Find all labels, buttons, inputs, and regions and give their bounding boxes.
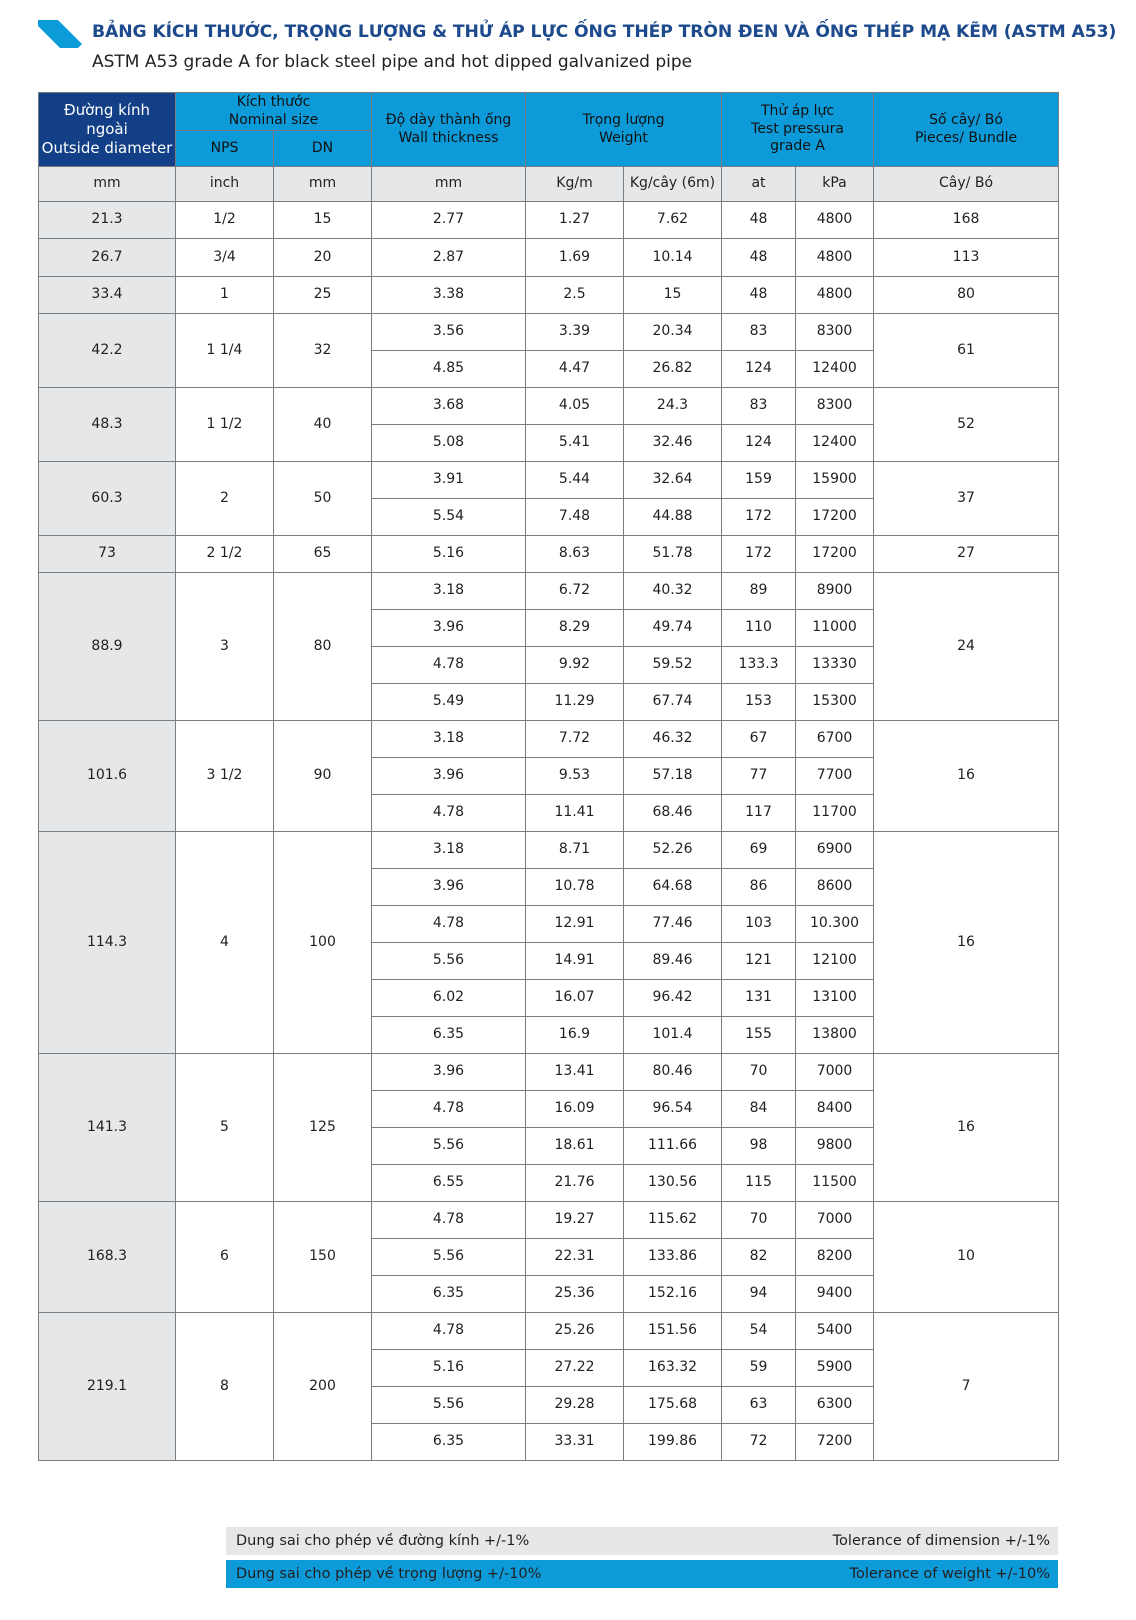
pieces-bundle-cell: 16 <box>874 832 1059 1054</box>
outside-diameter-cell: 88.9 <box>39 573 176 721</box>
weight-kgm-cell: 7.72 <box>526 721 624 758</box>
unit-cell: mm <box>372 167 526 202</box>
dn-cell: 50 <box>274 462 372 536</box>
pressure-at-cell: 159 <box>722 462 796 499</box>
weight-kgm-cell: 13.41 <box>526 1054 624 1091</box>
weight-kgpc-cell: 151.56 <box>624 1313 722 1350</box>
weight-kgm-cell: 10.78 <box>526 869 624 906</box>
dn-cell: 80 <box>274 573 372 721</box>
wall-thickness-cell: 3.18 <box>372 832 526 869</box>
pieces-bundle-cell: 113 <box>874 239 1059 277</box>
weight-kgm-cell: 5.44 <box>526 462 624 499</box>
pieces-bundle-cell: 37 <box>874 462 1059 536</box>
nps-cell: 1 1/4 <box>176 314 274 388</box>
header-wall-thickness: Độ dày thành ống Wall thickness <box>372 93 526 167</box>
nps-cell: 6 <box>176 1202 274 1313</box>
pressure-kpa-cell: 6900 <box>796 832 874 869</box>
pressure-kpa-cell: 11500 <box>796 1165 874 1202</box>
tolerance-dimension-bar <box>226 1527 1058 1555</box>
weight-kgm-cell: 6.72 <box>526 573 624 610</box>
unit-cell: mm <box>39 167 176 202</box>
pressure-kpa-cell: 5900 <box>796 1350 874 1387</box>
nps-cell: 3/4 <box>176 239 274 277</box>
weight-kgm-cell: 29.28 <box>526 1387 624 1424</box>
pressure-at-cell: 54 <box>722 1313 796 1350</box>
weight-kgm-cell: 5.41 <box>526 425 624 462</box>
pressure-kpa-cell: 8300 <box>796 388 874 425</box>
wall-thickness-cell: 3.96 <box>372 869 526 906</box>
pressure-at-cell: 48 <box>722 239 796 277</box>
outside-diameter-cell: 101.6 <box>39 721 176 832</box>
weight-kgpc-cell: 44.88 <box>624 499 722 536</box>
weight-kgm-cell: 22.31 <box>526 1239 624 1276</box>
pressure-at-cell: 83 <box>722 314 796 351</box>
pressure-kpa-cell: 4800 <box>796 202 874 239</box>
table-row <box>39 1054 1059 1091</box>
pressure-kpa-cell: 8900 <box>796 573 874 610</box>
outside-diameter-cell: 21.3 <box>39 202 176 239</box>
weight-kgm-cell: 3.39 <box>526 314 624 351</box>
unit-cell: Cây/ Bó <box>874 167 1059 202</box>
pieces-bundle-cell: 10 <box>874 1202 1059 1313</box>
wall-thickness-cell: 3.38 <box>372 277 526 314</box>
pressure-kpa-cell: 5400 <box>796 1313 874 1350</box>
pressure-kpa-cell: 12400 <box>796 425 874 462</box>
wall-thickness-cell: 5.56 <box>372 1239 526 1276</box>
pressure-kpa-cell: 8300 <box>796 314 874 351</box>
pieces-bundle-cell: 52 <box>874 388 1059 462</box>
weight-kgm-cell: 11.29 <box>526 684 624 721</box>
wall-thickness-cell: 3.96 <box>372 758 526 795</box>
wall-thickness-cell: 3.56 <box>372 314 526 351</box>
dn-cell: 25 <box>274 277 372 314</box>
weight-kgm-cell: 27.22 <box>526 1350 624 1387</box>
header-outside-diameter: Đường kính ngoài Outside diameter <box>39 93 176 167</box>
pressure-kpa-cell: 9400 <box>796 1276 874 1313</box>
weight-kgpc-cell: 175.68 <box>624 1387 722 1424</box>
weight-kgpc-cell: 96.54 <box>624 1091 722 1128</box>
pressure-at-cell: 155 <box>722 1017 796 1054</box>
pressure-kpa-cell: 11700 <box>796 795 874 832</box>
nps-cell: 2 <box>176 462 274 536</box>
pressure-at-cell: 72 <box>722 1424 796 1461</box>
pressure-kpa-cell: 11000 <box>796 610 874 647</box>
outside-diameter-cell: 60.3 <box>39 462 176 536</box>
table-row <box>39 239 1059 277</box>
unit-cell: inch <box>176 167 274 202</box>
pressure-kpa-cell: 12100 <box>796 943 874 980</box>
nps-cell: 1 <box>176 277 274 314</box>
pressure-at-cell: 48 <box>722 202 796 239</box>
nps-cell: 1/2 <box>176 202 274 239</box>
weight-kgm-cell: 8.71 <box>526 832 624 869</box>
wall-thickness-cell: 3.96 <box>372 1054 526 1091</box>
outside-diameter-cell: 48.3 <box>39 388 176 462</box>
nps-cell: 8 <box>176 1313 274 1461</box>
pressure-at-cell: 70 <box>722 1202 796 1239</box>
pieces-bundle-cell: 168 <box>874 202 1059 239</box>
units-row <box>39 167 1059 202</box>
table-row <box>39 462 1059 499</box>
weight-kgpc-cell: 51.78 <box>624 536 722 573</box>
unit-cell: at <box>722 167 796 202</box>
pressure-at-cell: 63 <box>722 1387 796 1424</box>
weight-kgm-cell: 16.09 <box>526 1091 624 1128</box>
pieces-bundle-cell: 61 <box>874 314 1059 388</box>
page-subtitle: ASTM A53 grade A for black steel pipe and hot dipped galvanized pipe <box>92 52 693 72</box>
dn-cell: 15 <box>274 202 372 239</box>
pressure-at-cell: 77 <box>722 758 796 795</box>
table-row <box>39 536 1059 573</box>
weight-kgpc-cell: 96.42 <box>624 980 722 1017</box>
table-row <box>39 1313 1059 1350</box>
pressure-at-cell: 69 <box>722 832 796 869</box>
wall-thickness-cell: 5.08 <box>372 425 526 462</box>
weight-kgpc-cell: 46.32 <box>624 721 722 758</box>
nps-cell: 3 1/2 <box>176 721 274 832</box>
weight-kgm-cell: 25.36 <box>526 1276 624 1313</box>
weight-kgm-cell: 9.92 <box>526 647 624 684</box>
tolerance-weight-en: Tolerance of weight +/-10% <box>849 1566 1050 1582</box>
table-row <box>39 1202 1059 1239</box>
pressure-kpa-cell: 7000 <box>796 1054 874 1091</box>
pressure-at-cell: 110 <box>722 610 796 647</box>
pressure-kpa-cell: 6700 <box>796 721 874 758</box>
page-title: BẢNG KÍCH THƯỚC, TRỌNG LƯỢNG & THỬ ÁP LỰC ỐNG THÉP TRÒN ĐEN VÀ ỐNG THÉP MẠ KẼM (ASTM A53) <box>92 22 1117 42</box>
weight-kgpc-cell: 77.46 <box>624 906 722 943</box>
unit-cell: mm <box>274 167 372 202</box>
pressure-kpa-cell: 13330 <box>796 647 874 684</box>
pressure-at-cell: 172 <box>722 536 796 573</box>
pressure-at-cell: 94 <box>722 1276 796 1313</box>
weight-kgpc-cell: 111.66 <box>624 1128 722 1165</box>
pressure-kpa-cell: 7000 <box>796 1202 874 1239</box>
unit-cell: Kg/m <box>526 167 624 202</box>
weight-kgpc-cell: 130.56 <box>624 1165 722 1202</box>
pressure-at-cell: 70 <box>722 1054 796 1091</box>
nps-cell: 3 <box>176 573 274 721</box>
weight-kgpc-cell: 68.46 <box>624 795 722 832</box>
pieces-bundle-cell: 27 <box>874 536 1059 573</box>
pressure-at-cell: 153 <box>722 684 796 721</box>
pressure-at-cell: 121 <box>722 943 796 980</box>
weight-kgpc-cell: 24.3 <box>624 388 722 425</box>
dn-cell: 32 <box>274 314 372 388</box>
pieces-bundle-cell: 16 <box>874 721 1059 832</box>
tolerance-weight-vn: Dung sai cho phép về trọng lượng +/-10% <box>236 1566 542 1582</box>
wall-thickness-cell: 3.91 <box>372 462 526 499</box>
wall-thickness-cell: 3.18 <box>372 573 526 610</box>
weight-kgpc-cell: 7.62 <box>624 202 722 239</box>
pieces-bundle-cell: 16 <box>874 1054 1059 1202</box>
dn-cell: 150 <box>274 1202 372 1313</box>
weight-kgm-cell: 21.76 <box>526 1165 624 1202</box>
dn-cell: 65 <box>274 536 372 573</box>
dn-cell: 100 <box>274 832 372 1054</box>
pressure-at-cell: 48 <box>722 277 796 314</box>
blue-chevron-icon <box>38 20 82 48</box>
outside-diameter-cell: 42.2 <box>39 314 176 388</box>
wall-thickness-cell: 5.54 <box>372 499 526 536</box>
pieces-bundle-cell: 7 <box>874 1313 1059 1461</box>
pressure-at-cell: 82 <box>722 1239 796 1276</box>
table-row <box>39 277 1059 314</box>
weight-kgpc-cell: 115.62 <box>624 1202 722 1239</box>
dn-cell: 125 <box>274 1054 372 1202</box>
weight-kgpc-cell: 199.86 <box>624 1424 722 1461</box>
wall-thickness-cell: 6.35 <box>372 1424 526 1461</box>
pressure-kpa-cell: 17200 <box>796 499 874 536</box>
wall-thickness-cell: 4.78 <box>372 906 526 943</box>
pressure-kpa-cell: 10.300 <box>796 906 874 943</box>
pressure-at-cell: 59 <box>722 1350 796 1387</box>
weight-kgpc-cell: 10.14 <box>624 239 722 277</box>
weight-kgpc-cell: 89.46 <box>624 943 722 980</box>
table-row <box>39 832 1059 869</box>
nps-cell: 5 <box>176 1054 274 1202</box>
wall-thickness-cell: 4.85 <box>372 351 526 388</box>
pressure-kpa-cell: 8400 <box>796 1091 874 1128</box>
wall-thickness-cell: 5.56 <box>372 1387 526 1424</box>
pressure-kpa-cell: 8600 <box>796 869 874 906</box>
outside-diameter-cell: 33.4 <box>39 277 176 314</box>
pipe-spec-table <box>38 92 1059 1461</box>
weight-kgm-cell: 7.48 <box>526 499 624 536</box>
wall-thickness-cell: 5.49 <box>372 684 526 721</box>
table-row <box>39 573 1059 610</box>
weight-kgpc-cell: 26.82 <box>624 351 722 388</box>
pressure-kpa-cell: 7200 <box>796 1424 874 1461</box>
pressure-at-cell: 172 <box>722 499 796 536</box>
header-test-pressure: Thử áp lực Test pressura grade A <box>722 93 874 167</box>
header-weight: Trọng lượng Weight <box>526 93 722 167</box>
header-nps: NPS <box>176 131 274 167</box>
weight-kgpc-cell: 40.32 <box>624 573 722 610</box>
outside-diameter-cell: 114.3 <box>39 832 176 1054</box>
wall-thickness-cell: 3.68 <box>372 388 526 425</box>
weight-kgpc-cell: 59.52 <box>624 647 722 684</box>
wall-thickness-cell: 5.16 <box>372 536 526 573</box>
wall-thickness-cell: 4.78 <box>372 795 526 832</box>
weight-kgm-cell: 8.29 <box>526 610 624 647</box>
pressure-at-cell: 124 <box>722 425 796 462</box>
weight-kgm-cell: 8.63 <box>526 536 624 573</box>
table-row <box>39 721 1059 758</box>
wall-thickness-cell: 2.87 <box>372 239 526 277</box>
weight-kgpc-cell: 32.64 <box>624 462 722 499</box>
weight-kgm-cell: 14.91 <box>526 943 624 980</box>
tolerance-weight-bar <box>226 1560 1058 1588</box>
pressure-kpa-cell: 12400 <box>796 351 874 388</box>
weight-kgm-cell: 19.27 <box>526 1202 624 1239</box>
weight-kgm-cell: 2.5 <box>526 277 624 314</box>
pressure-at-cell: 117 <box>722 795 796 832</box>
pressure-at-cell: 89 <box>722 573 796 610</box>
outside-diameter-cell: 219.1 <box>39 1313 176 1461</box>
weight-kgm-cell: 18.61 <box>526 1128 624 1165</box>
weight-kgm-cell: 16.07 <box>526 980 624 1017</box>
unit-cell: Kg/cây (6m) <box>624 167 722 202</box>
wall-thickness-cell: 4.78 <box>372 647 526 684</box>
weight-kgm-cell: 33.31 <box>526 1424 624 1461</box>
tolerance-dimension-vn: Dung sai cho phép về đường kính +/-1% <box>236 1533 530 1549</box>
pressure-kpa-cell: 6300 <box>796 1387 874 1424</box>
weight-kgpc-cell: 20.34 <box>624 314 722 351</box>
header-nominal-size: Kích thước Nominal size <box>176 93 372 131</box>
pressure-at-cell: 131 <box>722 980 796 1017</box>
weight-kgpc-cell: 67.74 <box>624 684 722 721</box>
wall-thickness-cell: 2.77 <box>372 202 526 239</box>
weight-kgm-cell: 4.05 <box>526 388 624 425</box>
nps-cell: 2 1/2 <box>176 536 274 573</box>
weight-kgpc-cell: 64.68 <box>624 869 722 906</box>
pressure-kpa-cell: 15300 <box>796 684 874 721</box>
weight-kgpc-cell: 57.18 <box>624 758 722 795</box>
pressure-at-cell: 84 <box>722 1091 796 1128</box>
pieces-bundle-cell: 80 <box>874 277 1059 314</box>
pressure-at-cell: 133.3 <box>722 647 796 684</box>
pressure-kpa-cell: 17200 <box>796 536 874 573</box>
pressure-kpa-cell: 8200 <box>796 1239 874 1276</box>
pressure-kpa-cell: 15900 <box>796 462 874 499</box>
table-row <box>39 202 1059 239</box>
weight-kgpc-cell: 101.4 <box>624 1017 722 1054</box>
weight-kgpc-cell: 15 <box>624 277 722 314</box>
wall-thickness-cell: 3.96 <box>372 610 526 647</box>
wall-thickness-cell: 5.56 <box>372 1128 526 1165</box>
weight-kgpc-cell: 152.16 <box>624 1276 722 1313</box>
pressure-kpa-cell: 13800 <box>796 1017 874 1054</box>
header-dn: DN <box>274 131 372 167</box>
dn-cell: 20 <box>274 239 372 277</box>
outside-diameter-cell: 26.7 <box>39 239 176 277</box>
wall-thickness-cell: 5.16 <box>372 1350 526 1387</box>
table-row <box>39 314 1059 351</box>
weight-kgm-cell: 1.69 <box>526 239 624 277</box>
header-pieces-bundle: Số cây/ Bó Pieces/ Bundle <box>874 93 1059 167</box>
wall-thickness-cell: 6.02 <box>372 980 526 1017</box>
weight-kgpc-cell: 52.26 <box>624 832 722 869</box>
dn-cell: 40 <box>274 388 372 462</box>
weight-kgpc-cell: 32.46 <box>624 425 722 462</box>
pressure-at-cell: 124 <box>722 351 796 388</box>
pressure-kpa-cell: 4800 <box>796 277 874 314</box>
wall-thickness-cell: 4.78 <box>372 1313 526 1350</box>
pressure-at-cell: 86 <box>722 869 796 906</box>
weight-kgpc-cell: 133.86 <box>624 1239 722 1276</box>
pressure-at-cell: 98 <box>722 1128 796 1165</box>
wall-thickness-cell: 4.78 <box>372 1091 526 1128</box>
dn-cell: 200 <box>274 1313 372 1461</box>
weight-kgpc-cell: 80.46 <box>624 1054 722 1091</box>
outside-diameter-cell: 73 <box>39 536 176 573</box>
weight-kgm-cell: 12.91 <box>526 906 624 943</box>
weight-kgpc-cell: 163.32 <box>624 1350 722 1387</box>
pressure-kpa-cell: 7700 <box>796 758 874 795</box>
wall-thickness-cell: 6.55 <box>372 1165 526 1202</box>
dn-cell: 90 <box>274 721 372 832</box>
pressure-kpa-cell: 13100 <box>796 980 874 1017</box>
wall-thickness-cell: 5.56 <box>372 943 526 980</box>
weight-kgm-cell: 11.41 <box>526 795 624 832</box>
weight-kgm-cell: 25.26 <box>526 1313 624 1350</box>
weight-kgm-cell: 1.27 <box>526 202 624 239</box>
pressure-at-cell: 115 <box>722 1165 796 1202</box>
weight-kgm-cell: 9.53 <box>526 758 624 795</box>
nps-cell: 4 <box>176 832 274 1054</box>
pressure-at-cell: 67 <box>722 721 796 758</box>
tolerance-dimension-en: Tolerance of dimension +/-1% <box>832 1533 1050 1549</box>
outside-diameter-cell: 141.3 <box>39 1054 176 1202</box>
pressure-at-cell: 83 <box>722 388 796 425</box>
pressure-kpa-cell: 4800 <box>796 239 874 277</box>
table-row <box>39 388 1059 425</box>
wall-thickness-cell: 6.35 <box>372 1017 526 1054</box>
table-body <box>39 167 1059 1461</box>
weight-kgm-cell: 4.47 <box>526 351 624 388</box>
pieces-bundle-cell: 24 <box>874 573 1059 721</box>
weight-kgm-cell: 16.9 <box>526 1017 624 1054</box>
unit-cell: kPa <box>796 167 874 202</box>
pressure-kpa-cell: 9800 <box>796 1128 874 1165</box>
wall-thickness-cell: 6.35 <box>372 1276 526 1313</box>
pressure-at-cell: 103 <box>722 906 796 943</box>
weight-kgpc-cell: 49.74 <box>624 610 722 647</box>
outside-diameter-cell: 168.3 <box>39 1202 176 1313</box>
nps-cell: 1 1/2 <box>176 388 274 462</box>
wall-thickness-cell: 3.18 <box>372 721 526 758</box>
wall-thickness-cell: 4.78 <box>372 1202 526 1239</box>
